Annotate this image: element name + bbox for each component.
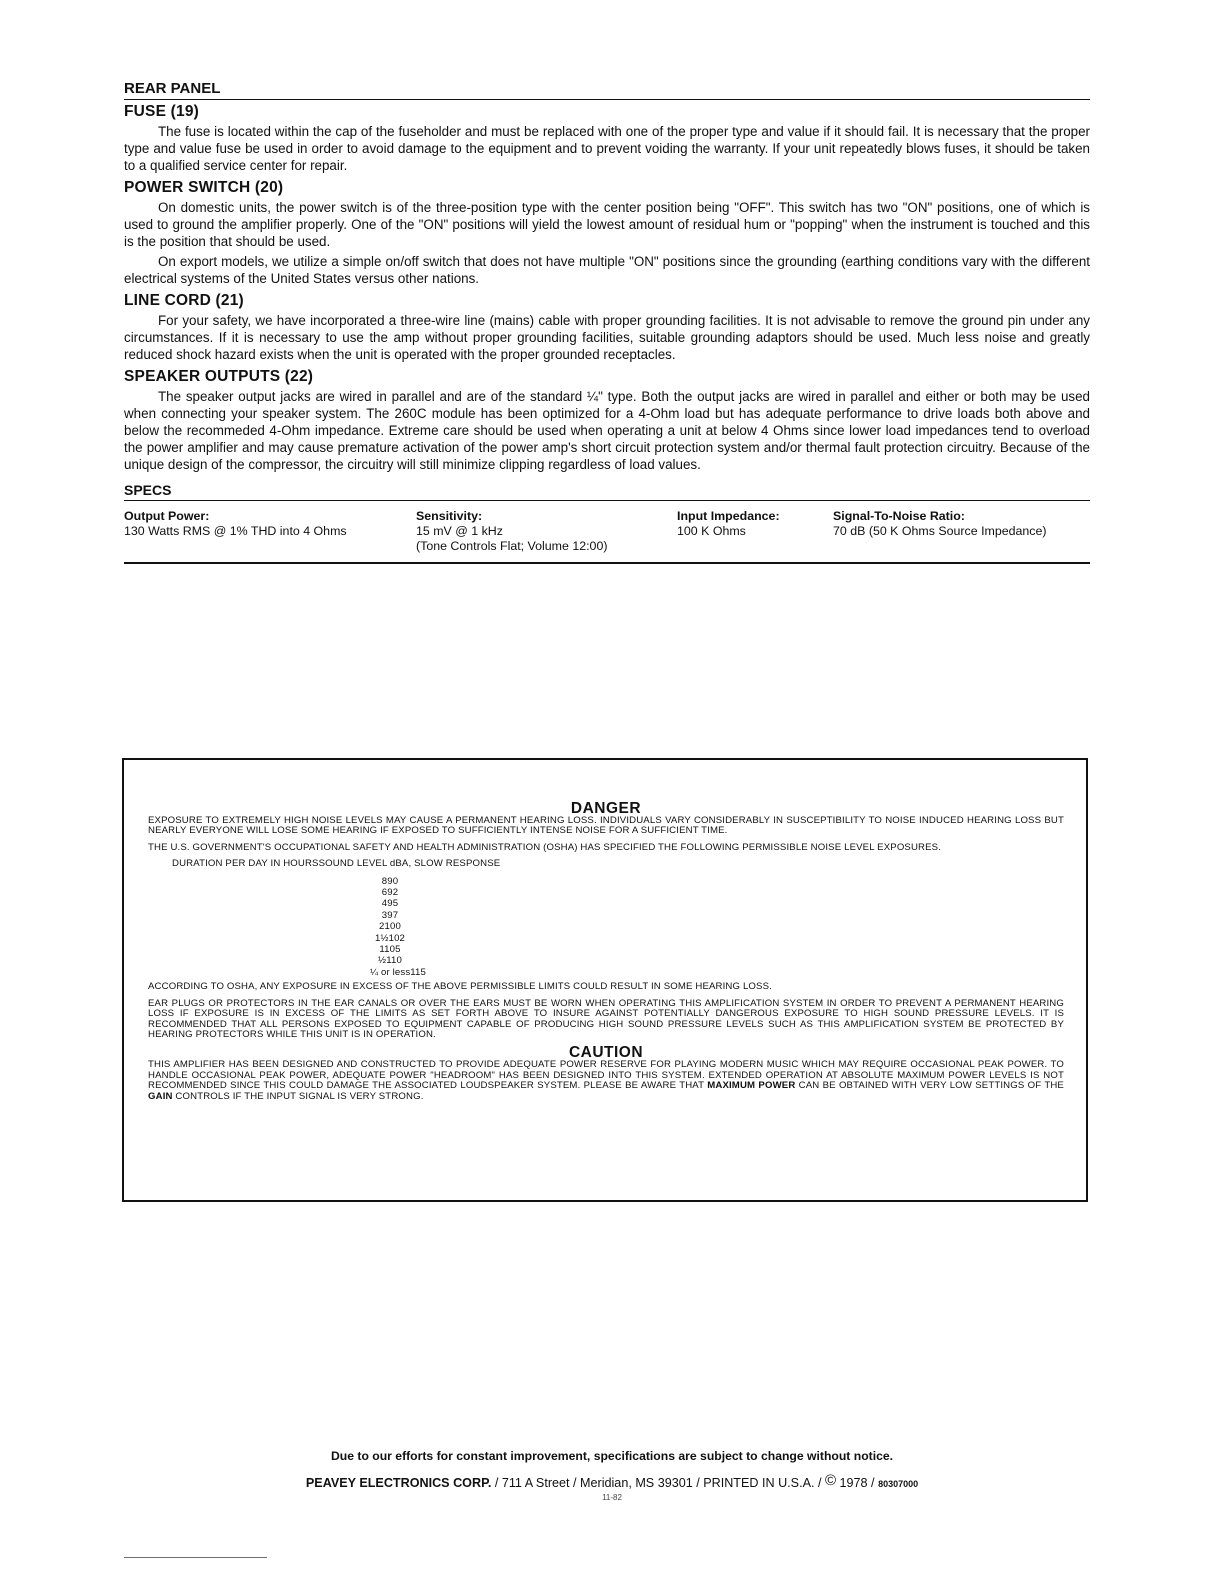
specs-table [124, 509, 1090, 564]
danger-title: DANGER [570, 800, 642, 817]
noise-level-row: 890 [381, 875, 399, 887]
noise-level-row: ½110 [378, 955, 402, 967]
caution-paragraph [148, 1060, 1064, 1102]
noise-level-row: 397 [381, 909, 399, 921]
power-switch-paragraph-2: On export models, we utilize a simple on/off switch that does not have multiple "ON" positions since the grounding (earthing conditions vary with the different electrical systems of the United States versus other nations. [124, 254, 1090, 287]
spec-label: Sensitivity: [416, 508, 483, 523]
spec-value: 70 dB (50 K Ohms Source Impedance) [833, 523, 1047, 538]
caution-text-1: THIS AMPLIFIER HAS BEEN DESIGNED AND CONSTRUCTED TO PROVIDE ADEQUATE POWER RESERVE FOR PLAYING MODERN MUSIC WHICH MAY REQUIRE OCCASIONAL PEAK POWER. TO HANDLE OCCASIONAL PEAK POWER, ADEQUATE POWER "HEADROOM" HAS BEEN DESIGNED INTO THIS SYSTEM. EXTENDED OPERATION AT ABSOLUTE MAXIMUM POWER LEVELS IS NOT RECOMMENDED SINCE THIS COULD DAMAGE THE ASSOCIATED LOUDSPEAKER SYSTEM. PLEASE BE AWARE THAT [148, 1059, 1064, 1092]
danger-paragraph-3: ACCORDING TO OSHA, ANY EXPOSURE IN EXCESS OF THE ABOVE PERMISSIBLE LIMITS COULD RESULT IN SOME HEARING LOSS. [148, 981, 772, 993]
danger-box-content [148, 802, 1064, 1108]
caution-title: CAUTION [568, 1044, 644, 1062]
caution-bold-gain: GAIN [148, 1090, 173, 1102]
spec-output-power [124, 509, 416, 554]
noise-level-row: 2100 [379, 921, 401, 933]
spec-value-note: (Tone Controls Flat; Volume 12:00) [416, 538, 608, 553]
noise-level-row: 1½102 [374, 932, 406, 944]
spec-value: 15 mV @ 1 kHz [416, 523, 503, 538]
danger-paragraph-1: EXPOSURE TO EXTREMELY HIGH NOISE LEVELS MAY CAUSE A PERMANENT HEARING LOSS. INDIVIDUALS VARY CONSIDERABLY IN SUSCEPTIBILITY TO NOISE INDUCED HEARING LOSS BUT NEARLY EVERYONE WILL LOSE SOME HEARING IF EXPOSED TO SUFFICIENTLY INTENSE NOISE FOR A SUFFICIENT TIME. [148, 815, 1064, 837]
danger-paragraph-2: THE U.S. GOVERNMENT'S OCCUPATIONAL SAFETY AND HEALTH ADMINISTRATION (OSHA) HAS SPECIFIED THE FOLLOWING PERMISSIBLE NOISE LEVEL EXPOSURES. [148, 841, 942, 853]
power-switch-title: POWER SWITCH (20) [124, 178, 284, 196]
danger-warning-box [122, 758, 1088, 1202]
speaker-outputs-paragraph: The speaker output jacks are wired in parallel and are of the standard ¼" type. Both the output jacks are wired in parallel and either or both may be used when connecting your speaker system. The 260C module has been optimized for a 4-Ohm load but has adequate performance to drive loads both above and below the recommeded 4-Ohm impedance. Extreme care should be used when operating a unit at below 4 Ohms since lower load impedances tend to overload the power amplifier and may cause premature activation of the power amp's short circuit protection system and/or thermal fault protection circuitry. Because of the unique design of the compressor, the circuitry will still minimize clipping regardless of load values. [124, 388, 1090, 472]
spec-input-impedance [677, 509, 833, 554]
noise-level-row: ¼ or less115 [370, 966, 427, 978]
spec-signal-to-noise [833, 509, 1090, 554]
rear-panel-content [124, 80, 1090, 564]
footer-address: / 711 A Street / Meridian, MS 39301 / PRINTED IN U.S.A. / [494, 1476, 822, 1490]
fuse-title: FUSE (19) [124, 103, 200, 120]
specs-header: SPECS [124, 482, 1090, 501]
line-cord-title: LINE CORD (21) [124, 292, 244, 310]
copyright-icon: © [824, 1472, 837, 1489]
spec-label: Signal-To-Noise Ratio: [833, 508, 965, 523]
caution-text-3: CONTROLS IF THE INPUT SIGNAL IS VERY STRONG. [175, 1090, 424, 1102]
noise-levels-list [148, 875, 427, 979]
spec-value: 100 K Ohms [677, 523, 746, 538]
footer-year: 1978 / [839, 1476, 875, 1490]
noise-level-row: 1105 [379, 944, 401, 956]
footer-company-line [0, 1472, 1224, 1490]
footnote-divider [124, 1557, 267, 1558]
spec-sensitivity [416, 509, 677, 554]
footer-code: 80307000 [878, 1479, 919, 1489]
speaker-outputs-title: SPEAKER OUTPUTS (22) [124, 367, 314, 385]
noise-level-row: 692 [381, 887, 399, 899]
danger-paragraph-4: EAR PLUGS OR PROTECTORS IN THE EAR CANALS OR OVER THE EARS MUST BE WORN WHEN OPERATING THIS AMPLIFICATION SYSTEM IN ORDER TO PREVENT A PERMANENT HEARING LOSS IF EXPOSURE IS IN EXCESS OF THE LIMITS AS SET FORTH ABOVE TO INSURE AGAINST POTENTIALLY DANGEROUS EXPOSURE TO HIGH SOUND PRESSURE LEVELS. IT IS RECOMMENDED THAT ALL PERSONS EXPOSED TO EQUIPMENT CAPABLE OF PRODUCING HIGH SOUND PRESSURE LEVELS SUCH AS THIS AMPLIFICATION SYSTEM BE PROTECTED BY HEARING PROTECTORS WHILE THIS UNIT IS IN OPERATION. [148, 997, 1064, 1040]
fuse-paragraph: The fuse is located within the cap of the fuseholder and must be replaced with one of the proper type and value if it should fail. It is necessary that the proper type and value fuse be used in order to avoid damage to the equipment and to prevent voiding the warranty. If your unit repeatedly blows fuses, it should be taken to a qualified service center for repair. [124, 124, 1090, 173]
footer-notice: Due to our efforts for constant improvement, specifications are subject to change without notice. [330, 1449, 894, 1463]
noise-table-header: DURATION PER DAY IN HOURSSOUND LEVEL dBA, SLOW RESPONSE [172, 858, 501, 870]
footer-company: PEAVEY ELECTRONICS CORP. [305, 1476, 492, 1490]
spec-value: 130 Watts RMS @ 1% THD into 4 Ohms [124, 523, 347, 538]
page-mark: 11-82 [602, 1493, 622, 1502]
spec-label: Input Impedance: [677, 508, 780, 523]
rear-panel-header: REAR PANEL [124, 80, 1090, 100]
caution-text-2: CAN BE OBTAINED WITH VERY LOW SETTINGS OF THE [798, 1080, 1064, 1092]
spec-label: Output Power: [124, 508, 210, 523]
noise-level-row: 495 [381, 898, 399, 910]
line-cord-paragraph: For your safety, we have incorporated a three-wire line (mains) cable with proper grounding facilities. It is not advisable to remove the ground pin under any circumstances. If it is necessary to use the amp without proper grounding facilities, suitable grounding adaptors should be used. Much less noise and greatly reduced shock hazard exists when the unit is operated with the proper grounded receptacles. [124, 313, 1090, 363]
power-switch-paragraph-1: On domestic units, the power switch is of the three-position type with the center position being "OFF". This switch has two "ON" positions, one of which is used to ground the amplifier properly. One of the "ON" positions will yield the lowest amount of residual hum or "popping" when the instrument is touched and this is the position that should be used. [124, 199, 1090, 249]
caution-bold-max-power: MAXIMUM POWER [707, 1080, 796, 1092]
